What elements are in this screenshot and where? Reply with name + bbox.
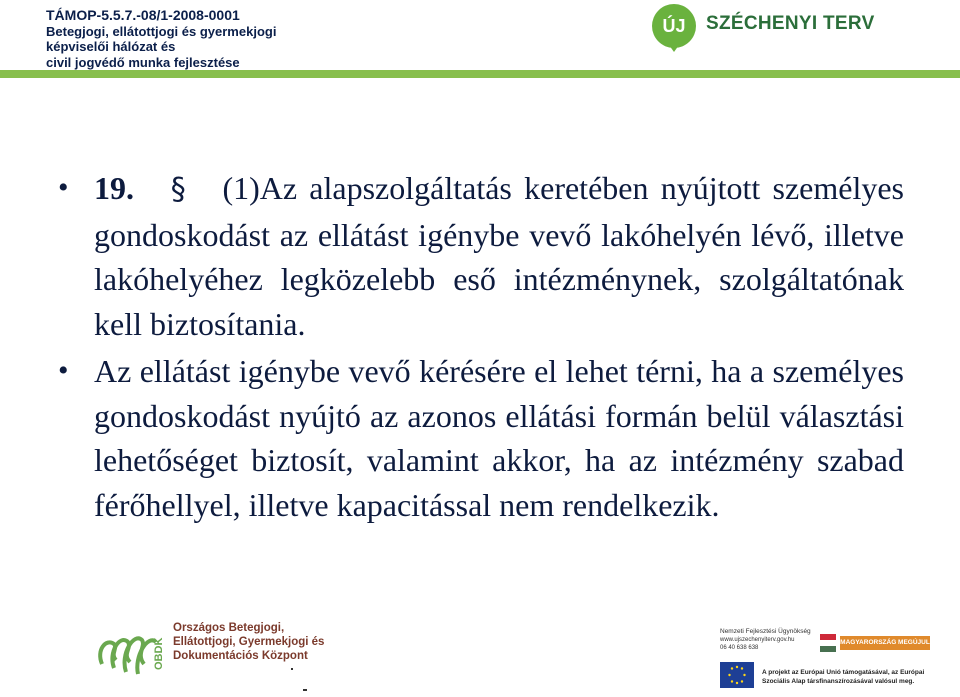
obdk-name-line-1: Országos Betegjogi, [173, 622, 285, 634]
bullet-icon: • [58, 354, 69, 387]
obdk-logo [96, 620, 325, 686]
header-accent-bar [0, 70, 960, 78]
hungarian-flag-icon [820, 634, 836, 652]
project-title-line-1: Betegjogi, ellátottjogi és gyermekjogi [46, 23, 277, 39]
agency-url: www.ujszechenyiterv.gov.hu [720, 637, 795, 643]
obdk-acronym: OBDK [153, 637, 165, 670]
obdk-name-line-3: Dokumentációs Központ [173, 650, 308, 662]
agency-phone: 06 40 638 638 [720, 645, 759, 651]
logo-badge: ÚJ [652, 4, 696, 48]
funding-logos [706, 628, 936, 694]
obdk-name [173, 621, 324, 663]
eu-funding-line-2: Szociális Alap társfinanszírozásával valósul meg. [762, 678, 915, 685]
bullet-item-1 [58, 166, 904, 346]
obdk-name-line-2: Ellátottjogi, Gyermekjogi és [173, 636, 325, 648]
eu-funding-line-1: A projekt az Európai Unió támogatásával, az Európai [762, 669, 925, 676]
project-code: TÁMOP-5.5.7.-08/1-2008-0001 [46, 7, 240, 23]
project-title-line-3: civil jogvédő munka fejlesztése [46, 54, 240, 70]
project-header [46, 8, 276, 70]
project-title-line-2: képviselői hálózat és [46, 39, 176, 54]
slide-body [58, 166, 904, 527]
footer-dot [291, 668, 293, 670]
eu-funding-note [762, 668, 924, 686]
footer-dash [303, 689, 307, 691]
section-sign: § [170, 172, 186, 207]
bullet-text-1: (1)Az alapszolgáltatás keretében nyújtott személyes gondoskodást az ellátást igénybe vevő lakóhelyén lévő, illetve lakóhelyéhez legközelebb eső intézménynek, szolgáltatónak kell biztosítania. [94, 170, 905, 342]
eu-flag-icon [720, 662, 754, 688]
bullet-text-2: Az ellátást igénybe vevő kérésére el lehet térni, ha a személyes gondoskodást nyújtó az azonos ellátási formán belül választási lehetőséget biztosít, valamint akkor, ha az intézmény szabad férőhellyel, illetve kapacitással nem rendelkezik. [94, 353, 904, 523]
logo-text: SZÉCHENYI TERV [706, 13, 875, 34]
obdk-mark-icon [96, 620, 172, 682]
szechenyi-terv-logo [652, 4, 897, 54]
bullet-icon: • [58, 171, 69, 204]
bullet-item-2 [58, 349, 904, 527]
paragraph-number: 19. [94, 170, 134, 206]
magyarorszag-megujul-badge: MAGYARORSZÁG MEGÚJUL [840, 636, 930, 650]
agency-name: Nemzeti Fejlesztési Ügynökség [720, 628, 811, 635]
